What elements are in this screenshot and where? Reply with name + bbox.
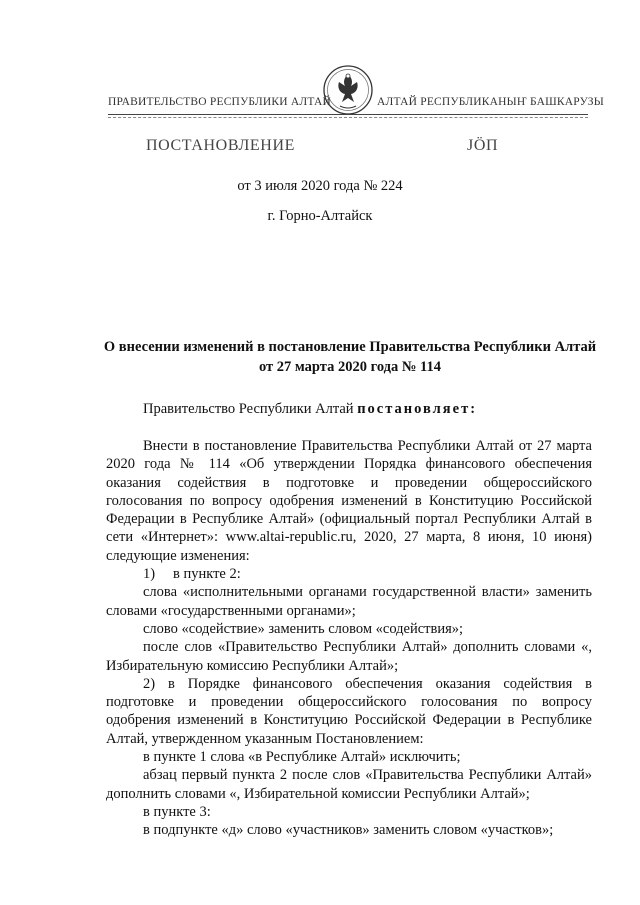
city: г. Горно-Алтайск <box>267 208 373 224</box>
document-body <box>106 437 592 840</box>
paragraph-main: Внести в постановление Правительства Республики Алтай от 27 марта 2020 года № 114 «Об утверждении Порядка финансового обеспечения оказания содействия в подготовке и проведении общероссийского голосования по вопросу одобрения изменений в Конституцию Российской Федерации в Республике Алтай» (официальный портал Республики Алтай в сети «Интернет»: www.altai-republic.ru, 2020, 27 марта, 8 июня, 10 июня) следующие изменения: <box>106 438 592 564</box>
paragraph: в подпункте «д» слово «участников» заменить словом «участков»; <box>143 822 554 839</box>
list-item-text: в Порядке финансового обеспечения оказания содействия в подготовке и проведении общероссийского голосования по вопросу одобрения изменений в Конституцию Российской Федерации в Республике Алтай, утвержденном указанным Постановлением: <box>106 675 593 747</box>
paragraph: после слов «Правительство Республики Алтай» дополнить словами «, Избирательную комиссию Республики Алтай»; <box>106 639 592 674</box>
header-rule <box>108 114 588 115</box>
list-item-1 <box>106 565 592 583</box>
paragraph: слова «исполнительными органами государственной власти» заменить словами «государственными органами»; <box>106 584 592 619</box>
paragraph: в пункте 1 слова «в Республике Алтай» исключить; <box>143 749 461 766</box>
government-name-russian: ПРАВИТЕЛЬСТВО РЕСПУБЛИКИ АЛТАЙ <box>108 96 332 108</box>
list-item-text: в пункте 2: <box>173 566 241 583</box>
paragraph: абзац первый пункта 2 после слов «Правительства Республики Алтай» дополнить словами «, Избирательной комиссии Республики Алтай»; <box>106 767 592 802</box>
paragraph: слово «содействие» заменить словом «содействия»; <box>143 620 464 637</box>
preamble-text: Правительство Республики Алтай <box>143 401 358 417</box>
list-item-2 <box>106 675 592 748</box>
header-rule-dashed <box>108 117 588 118</box>
doc-type-russian: ПОСТАНОВЛЕНИЕ <box>146 137 295 154</box>
paragraph: в пункте 3: <box>143 803 211 820</box>
republic-emblem-icon <box>322 60 374 120</box>
preamble <box>143 401 477 418</box>
list-item-number: 2) <box>143 675 156 692</box>
doc-type-altai: ЈӦП <box>467 137 499 154</box>
government-name-altai: АЛТАЙ РЕСПУБЛИКАНЫҤ БАШКАРУЗЫ <box>377 96 604 108</box>
date-and-number: от 3 июля 2020 года № 224 <box>237 178 403 194</box>
document-title: О внесении изменений в постановление Правительства Республики Алтай от 27 марта 2020 года № 114 <box>103 339 597 375</box>
list-item-number: 1) <box>143 566 156 583</box>
preamble-verb: постановляет: <box>357 401 478 417</box>
